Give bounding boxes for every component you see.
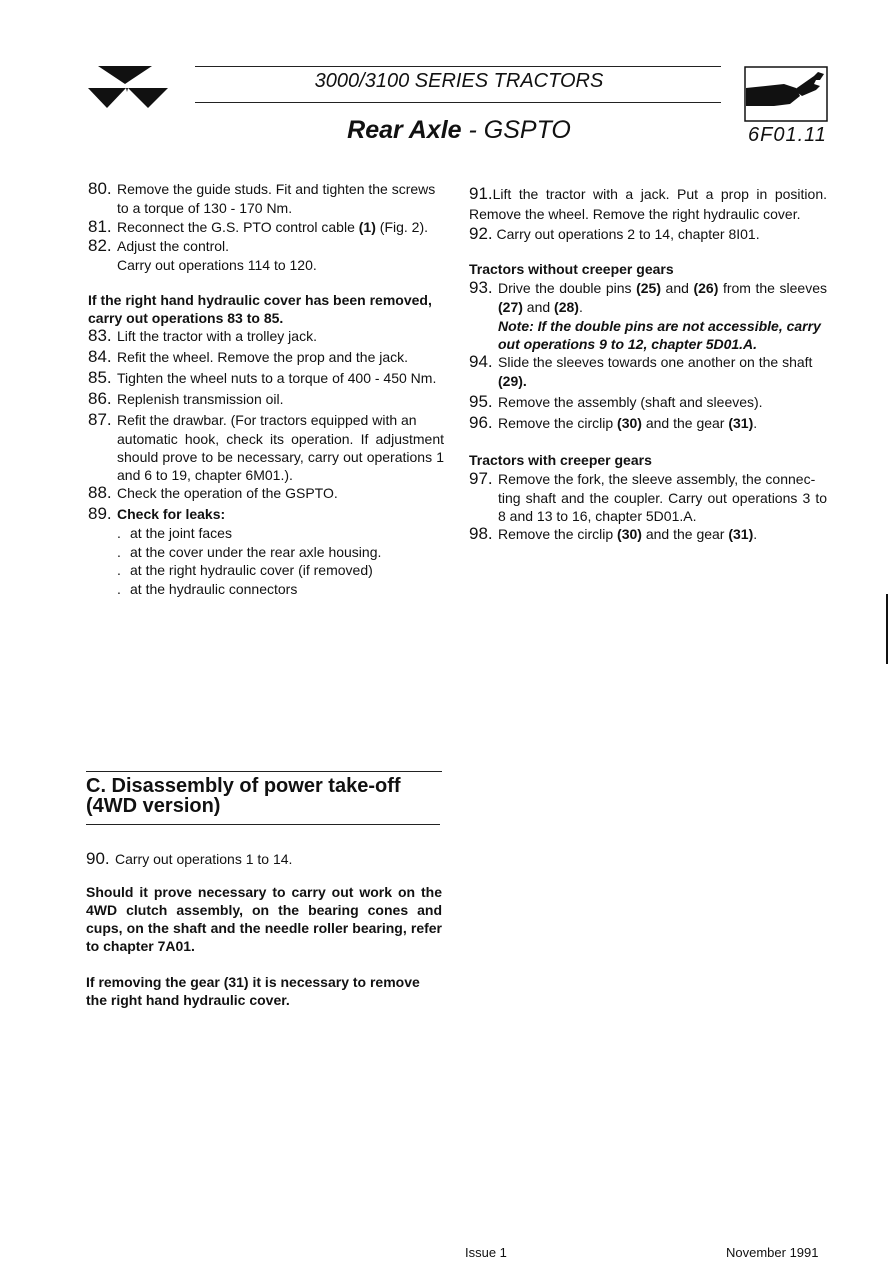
list-item [469,279,827,317]
list-item [88,484,444,503]
list-item [469,525,827,544]
item-text: Remove the guide studs. Fit and tighten the screws [117,181,436,197]
item-text: Adjust the control. [117,238,230,254]
item-continuation: ting shaft and the coupler. Carry out operations 3 to 8 and 13 to 16, chapter 5D01.A. [498,490,827,524]
list-item [469,224,827,244]
subheading: Tractors with creeper gears [469,452,652,468]
leak-check-item: . at the joint faces [117,525,232,541]
item-text: Replenish transmission oil. [117,391,284,407]
list-item [469,393,827,412]
leak-check-item: . at the right hydraulic cover (if removed) [117,562,373,578]
chapter-code: 6F01.11 [748,124,827,146]
leak-check-item: . at the hydraulic connectors [117,580,298,597]
list-item [88,180,444,199]
item-number: 98. [469,524,493,543]
subheading: Tractors without creeper gears [469,261,674,277]
left-column [88,180,444,598]
item-text: . [578,299,583,315]
item-text: Tighten the wheel nuts to a torque of 400 - 450 Nm. [117,370,437,386]
list-item [469,470,827,489]
item-text: and the gear [641,415,729,431]
item-ref: (28) [554,299,579,315]
leak-check-item: . at the cover under the rear axle housing. [117,543,382,560]
footer-date: November 1991 [726,1245,819,1260]
bold-paragraph: If removing the gear (31) it is necessary to remove the right hand hydraulic cover. [86,974,420,1008]
item-text: . [753,526,758,542]
item-text: Drive the double pins [498,280,637,296]
page-title-rest: - GSPTO [461,116,571,144]
list-item [88,237,444,256]
item-number: 83. [88,326,112,345]
page-title [195,116,723,145]
item-text: Slide the sleeves towards one another on the shaft [498,354,813,370]
item-text: Remove the assembly (shaft and sleeves). [498,394,763,410]
right-column [469,184,827,544]
item-number: 94. [469,352,493,371]
footer-issue: Issue 1 [465,1245,507,1260]
item-ref: (31) [728,415,754,431]
bold-note: If the right hand hydraulic cover has been removed, carry out operations 83 to 85. [88,292,432,326]
item-text: and the gear [641,526,729,542]
item-number: 85. [88,368,112,387]
item-number: 91. [469,184,493,203]
section-rule-top [86,771,442,772]
item-ref: (30) [617,526,642,542]
item-number: 95. [469,392,493,411]
item-text: Remove the circlip [498,526,618,542]
item-number: 92. [469,224,493,243]
leak-check-text: at the hydraulic connectors [130,580,298,597]
item-number: 93. [469,278,493,297]
item-text: Lift the tractor with a jack. Put a prop in position. Remove the wheel. Remove the right hydraulic cover. [469,186,827,222]
logo-icon [86,64,172,120]
note-text: Note: If the double pins are not accessible, carry out operations 9 to 12, chapter 5D01.A. [498,318,821,352]
item-text: Check for leaks: [117,506,226,522]
series-title: 3000/3100 SERIES TRACTORS [314,70,604,92]
item-continuation: to a torque of 130 - 170 Nm. [117,200,293,216]
item-text: (Fig. 2). [375,219,429,235]
item-text: Check the operation of the GSPTO. [117,485,338,501]
leak-check-text: at the cover under the rear axle housing. [130,543,382,560]
item-continuation [469,372,827,391]
item-continuation: Carry out operations 114 to 120. [117,257,317,273]
list-item [88,218,444,237]
item-ref: (26) [693,280,719,296]
header-rule-top [195,66,721,67]
item-number: 88. [88,483,112,502]
list-item [469,353,827,372]
item-number: 97. [469,469,493,488]
item-text: Remove the fork, the sleeve assembly, the connec- [498,471,816,487]
list-item [88,411,444,430]
section-heading: C. Disassembly of power take-off (4WD version) [86,775,401,817]
item-number: 87. [88,410,112,429]
item-number: 80. [88,179,112,198]
list-item [88,327,444,346]
hand-wrench-icon [744,66,828,122]
item-number: 90. [86,849,110,868]
item-text: Carry out operations 2 to 14, chapter 8I01. [496,226,760,242]
item-ref: (30) [617,415,642,431]
item-text: Carry out operations 1 to 14. [115,851,293,867]
item-ref: (29). [498,373,527,389]
list-item [469,414,827,433]
item-ref: (1) [358,219,376,235]
scan-edge-mark [886,594,888,664]
item-text: from the sleeves [718,280,827,296]
item-text: Refit the drawbar. (For tractors equipped with an [117,412,417,428]
page-title-bold: Rear Axle [347,116,462,144]
item-number: 96. [469,413,493,432]
section-rule-bottom [86,824,440,825]
item-text: Reconnect the G.S. PTO control cable [117,219,359,235]
item-number: 81. [88,217,112,236]
list-item [88,348,444,367]
leak-check-text: at the joint faces [130,525,232,541]
bold-paragraph: Should it prove necessary to carry out work on the 4WD clutch assembly, on the bearing cones and cups, on the shaft and the needle roller bearing, refer to chapter 7A01. [86,884,442,954]
item-text: Remove the circlip [498,415,618,431]
item-text: Refit the wheel. Remove the prop and the jack. [117,349,409,365]
item-ref: (31) [728,526,754,542]
item-number: 84. [88,347,112,366]
item-text: and [522,299,555,315]
header-rule-bottom [195,102,721,103]
item-text: . [753,415,758,431]
list-item [86,850,442,869]
item-text: Lift the tractor with a trolley jack. [117,328,317,344]
list-item [469,184,827,224]
leak-check-text: at the right hydraulic cover (if removed) [130,562,373,578]
item-ref: (27) [498,299,523,315]
item-number: 82. [88,236,112,255]
item-number: 89. [88,504,112,523]
item-text: and [661,280,694,296]
list-item [88,390,444,409]
section-c-body [86,850,442,1009]
item-continuation: automatic hook, check its operation. If adjustment should prove to be necessary, carry out operations 1 and 6 to 19, chapter 6M01.). [117,431,444,483]
item-ref: (25) [636,280,661,296]
list-item [88,369,444,388]
list-item [88,505,444,524]
item-number: 86. [88,389,112,408]
